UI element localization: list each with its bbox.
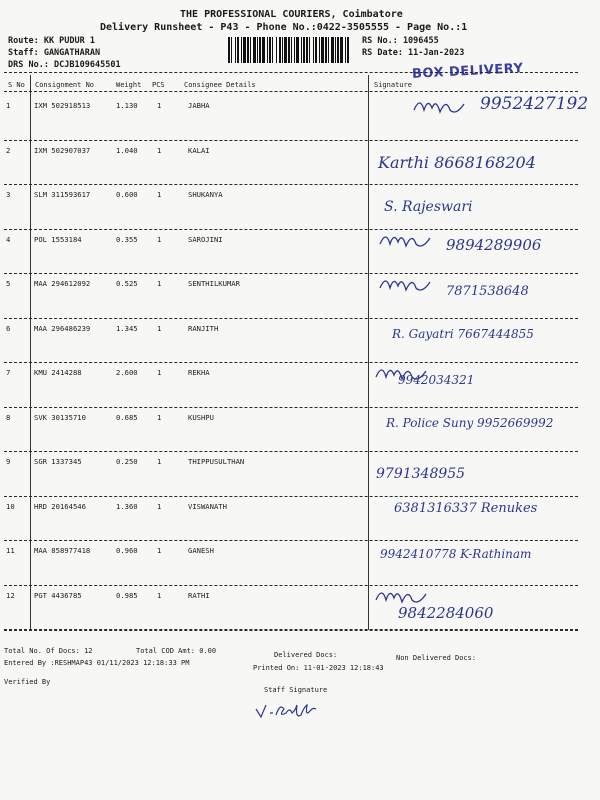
row-weight: 0.355 xyxy=(116,234,138,244)
printed-on: Printed On: 11-01-2023 12:18:43 xyxy=(253,664,384,672)
row-separator xyxy=(4,229,578,230)
row-weight: 1.360 xyxy=(116,501,138,511)
row-pcs: 1 xyxy=(157,457,162,466)
row-pcs: 1 xyxy=(157,323,162,333)
row-separator xyxy=(4,318,578,319)
col-header-signature: Signature xyxy=(374,81,412,89)
row-consignment-no: MAA 294612092 xyxy=(34,279,91,288)
signature-scribble xyxy=(410,94,470,118)
row-weight: 1.130 xyxy=(116,101,138,110)
row-weight: 0.985 xyxy=(116,590,138,600)
row-pcs: 1 xyxy=(157,501,162,511)
row-consignee: SHUKANYA xyxy=(188,190,223,199)
row-consignee: JABHA xyxy=(188,101,210,110)
rs-date: RS Date: 11-Jan-2023 xyxy=(362,48,465,58)
verified-by-label: Verified By xyxy=(4,678,51,686)
column-divider xyxy=(368,75,369,630)
row-handwritten-signature: 6381316337 Renukes xyxy=(394,500,538,516)
total-docs: Total No. Of Docs: 12 xyxy=(4,647,93,655)
staff-signature xyxy=(252,697,332,723)
table-top-rule xyxy=(4,72,578,73)
row-handwritten-signature: 9894289906 xyxy=(446,235,542,254)
staff-signature-label: Staff Signature xyxy=(264,686,328,694)
row-consignee: KALAI xyxy=(188,145,210,155)
row-handwritten-signature: S. Rajeswari xyxy=(384,199,473,215)
row-consignee: RANJITH xyxy=(188,323,219,333)
row-weight: 0.600 xyxy=(116,190,138,199)
row-sno: 8 xyxy=(6,412,11,422)
row-consignee: GANESH xyxy=(188,546,214,555)
row-sno: 4 xyxy=(6,234,11,244)
row-pcs: 1 xyxy=(157,368,162,377)
non-delivered-docs: Non Delivered Docs: xyxy=(396,654,477,662)
row-consignee: THIPPUSULTHAN xyxy=(188,457,245,466)
route-label: Route: KK PUDUR 1 xyxy=(8,36,95,46)
row-pcs: 1 xyxy=(157,190,162,199)
row-separator xyxy=(4,362,578,363)
col-header-consignee: Consignee Details xyxy=(184,81,256,89)
row-weight: 0.685 xyxy=(116,412,138,422)
signature-scribble xyxy=(372,361,432,385)
staff-label: Staff: GANGATHARAN xyxy=(8,48,101,58)
row-separator xyxy=(4,451,578,452)
rs-number: RS No.: 1096455 xyxy=(362,36,439,46)
row-sno: 3 xyxy=(6,190,11,199)
row-separator xyxy=(4,585,578,586)
row-weight: 2.600 xyxy=(116,368,138,377)
row-pcs: 1 xyxy=(157,145,162,155)
row-handwritten-signature: R. Police Suny 9952669992 xyxy=(386,415,554,430)
row-consignment-no: MAA 296486239 xyxy=(34,323,91,333)
row-consignment-no: POL 1553184 xyxy=(34,234,82,244)
row-consignment-no: SLM 311593617 xyxy=(34,190,91,199)
delivered-docs: Delivered Docs: xyxy=(274,651,338,659)
total-cod-amount: Total COD Amt: 0.00 xyxy=(136,647,217,655)
row-consignee: KUSHPU xyxy=(188,412,214,422)
col-header-pcs: PCS xyxy=(152,81,165,89)
row-consignee: RATHI xyxy=(188,590,210,600)
row-sno: 7 xyxy=(6,368,11,377)
row-consignee: REKHA xyxy=(188,368,210,377)
row-consignment-no: IXM 502918513 xyxy=(34,101,91,110)
row-sno: 5 xyxy=(6,279,11,288)
row-pcs: 1 xyxy=(157,234,162,244)
column-divider xyxy=(30,75,31,630)
row-sno: 1 xyxy=(6,101,11,110)
row-handwritten-signature: R. Gayatri 7667444855 xyxy=(392,326,534,341)
row-handwritten-signature: 7871538648 xyxy=(446,284,529,299)
row-handwritten-signature: Karthi 8668168204 xyxy=(378,152,536,172)
row-sno: 10 xyxy=(6,501,15,511)
row-consignment-no: KMU 2414288 xyxy=(34,368,82,377)
row-consignment-no: HRD 20164546 xyxy=(34,501,86,511)
row-handwritten-signature: 9952427192 xyxy=(480,94,589,114)
row-sno: 12 xyxy=(6,590,15,600)
row-weight: 1.040 xyxy=(116,145,138,155)
row-consignment-no: PGT 4436785 xyxy=(34,590,82,600)
row-sno: 6 xyxy=(6,323,11,333)
box-delivery-stamp: BOX DELIVERY xyxy=(411,61,524,82)
row-consignee: SENTHILKUMAR xyxy=(188,279,240,288)
row-sno: 9 xyxy=(6,457,11,466)
signature-scribble xyxy=(372,584,432,608)
row-pcs: 1 xyxy=(157,101,162,110)
row-handwritten-signature: 9942410778 K-Rathinam xyxy=(380,547,532,561)
row-sno: 11 xyxy=(6,546,15,555)
row-pcs: 1 xyxy=(157,279,162,288)
drs-number: DRS No.: DCJB109645501 xyxy=(8,60,121,70)
row-separator xyxy=(4,140,578,141)
col-header-weight: Weight xyxy=(116,81,142,89)
signature-scribble xyxy=(376,272,436,296)
row-consignment-no: SGR 1337345 xyxy=(34,457,82,466)
footer-rule xyxy=(4,630,578,631)
row-handwritten-signature: 9791348955 xyxy=(376,466,466,482)
runsheet-title: THE PROFESSIONAL COURIERS, Coimbatore xyxy=(180,9,403,20)
row-consignment-no: MAA 858977418 xyxy=(34,546,91,555)
entered-by: Entered By :RESHMAP43 01/11/2023 12:18:33 PM xyxy=(4,659,190,667)
row-sno: 2 xyxy=(6,145,11,155)
row-consignee: SAROJINI xyxy=(188,234,223,244)
row-consignment-no: SVK 30135710 xyxy=(34,412,86,422)
row-separator xyxy=(4,273,578,274)
header-rule xyxy=(4,91,578,92)
row-weight: 0.960 xyxy=(116,546,138,555)
row-separator xyxy=(4,184,578,185)
row-pcs: 1 xyxy=(157,590,162,600)
col-header-sno: S No xyxy=(8,81,25,89)
signature-scribble xyxy=(376,228,436,252)
row-pcs: 1 xyxy=(157,412,162,422)
row-consignee: VISWANATH xyxy=(188,501,227,511)
row-handwritten-signature: 9842284060 xyxy=(398,603,494,622)
barcode xyxy=(228,37,350,63)
runsheet-subtitle: Delivery Runsheet - P43 - Phone No.:0422-3505555 - Page No.:1 xyxy=(100,22,468,33)
row-pcs: 1 xyxy=(157,546,162,555)
row-consignment-no: IXM 502907037 xyxy=(34,145,91,155)
row-separator xyxy=(4,540,578,541)
row-weight: 0.250 xyxy=(116,457,138,466)
row-separator xyxy=(4,407,578,408)
row-weight: 0.525 xyxy=(116,279,138,288)
row-handwritten-signature: 9942034321 xyxy=(398,373,475,387)
row-separator xyxy=(4,496,578,497)
row-weight: 1.345 xyxy=(116,323,138,333)
col-header-consignment: Consignment No xyxy=(35,81,95,89)
